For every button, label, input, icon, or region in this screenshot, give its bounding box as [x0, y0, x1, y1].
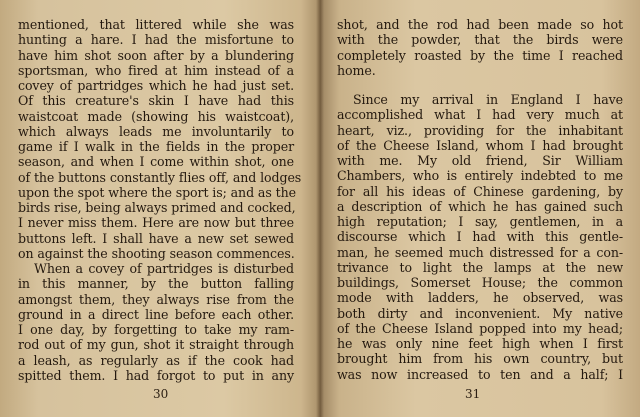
text-line: of the Cheese Island, whom I had brought [337, 137, 623, 153]
text-line: have him shot soon after by a blundering [18, 47, 294, 63]
text-line: for all his ideas of Chinese gardening, by [337, 183, 623, 199]
text-line: of the Cheese Island popped into my head; [337, 320, 623, 336]
text-line: discourse which I had with this gentle- [337, 229, 623, 245]
text-line: completely roasted by the time I reached [337, 47, 623, 63]
text-line: sportsman, who fired at him instead of a [18, 62, 294, 78]
text-line: birds rise, being always primed and cocked, [18, 200, 296, 215]
text-line: brought him from his own country, but [337, 351, 623, 367]
text-line: waistcoat made (showing his waistcoat), [18, 108, 294, 124]
book-gutter [316, 0, 324, 417]
text-line: When a covey of partridges is disturbed [34, 261, 294, 276]
text-line: in this manner, by the button falling [18, 276, 294, 292]
text-line: Since my arrival in England I have [353, 92, 623, 107]
text-line: upon the spot where the sport is; and as the [18, 184, 296, 200]
text-line: I never miss them. Here are now but three [18, 215, 294, 231]
page-number-right: 31 [465, 387, 481, 401]
text-line: rod out of my gun, shot it straight through [18, 337, 294, 353]
text-line: of the buttons constantly flies off, and lodges [18, 169, 302, 185]
text-line: a leash, as regularly as if the cook had [18, 352, 294, 368]
text-line: ground in a direct line before each other. [18, 306, 294, 322]
right-page-text [337, 17, 623, 382]
text-line: buildings, Somerset House; the common [337, 275, 623, 290]
text-line: hunting a hare. I had the misfortune to [18, 32, 294, 48]
paragraph-gap [337, 78, 623, 92]
text-line: Chambers, who is entirely indebted to me [337, 168, 623, 184]
text-line: accomplished what I had very much at [337, 107, 623, 123]
text-line: high reputation; I say, gentlemen, in a [337, 214, 623, 229]
text-line: with the powder, that the birds were [337, 32, 623, 48]
text-line: heart, viz., providing for the inhabitant [337, 122, 623, 138]
text-line: he was only nine feet high when I first [337, 336, 623, 351]
text-line: man, he seemed much distressed for a con- [337, 244, 623, 260]
text-line: mentioned, that littered while she was [18, 17, 294, 32]
text-line: covey of partridges which he had just set. [18, 78, 294, 93]
text-line: a description of which he has gained such [337, 198, 623, 214]
text-line: with me. My old friend, Sir William [337, 153, 623, 168]
left-page-text [18, 17, 302, 383]
right-page [320, 0, 640, 417]
text-line: buttons left. I shall have a new set sewed [18, 230, 294, 246]
text-line: on against the shooting season commences. [18, 245, 295, 261]
text-line: trivance to light the lamps at the new [337, 259, 623, 275]
text-line: amongst them, they always rise from the [18, 291, 294, 307]
text-line: I one day, by forgetting to take my ram- [18, 322, 294, 337]
text-line: spitted them. I had forgot to put in any [18, 367, 294, 383]
text-line: game if I walk in the fields in the proper [18, 139, 294, 154]
page-number-left: 30 [153, 387, 169, 401]
text-line: home. [337, 62, 376, 78]
text-line: season, and when I come within shot, one [18, 154, 294, 170]
text-line: was now increased to ten and a half; I [337, 366, 623, 382]
text-line: mode with ladders, he observed, was [337, 290, 623, 306]
text-line: shot, and the rod had been made so hot [337, 17, 623, 32]
text-line: both dirty and inconvenient. My native [337, 305, 623, 321]
text-line: which always leads me involuntarily to [18, 123, 294, 139]
text-line: Of this creature's skin I have had this [18, 93, 294, 109]
